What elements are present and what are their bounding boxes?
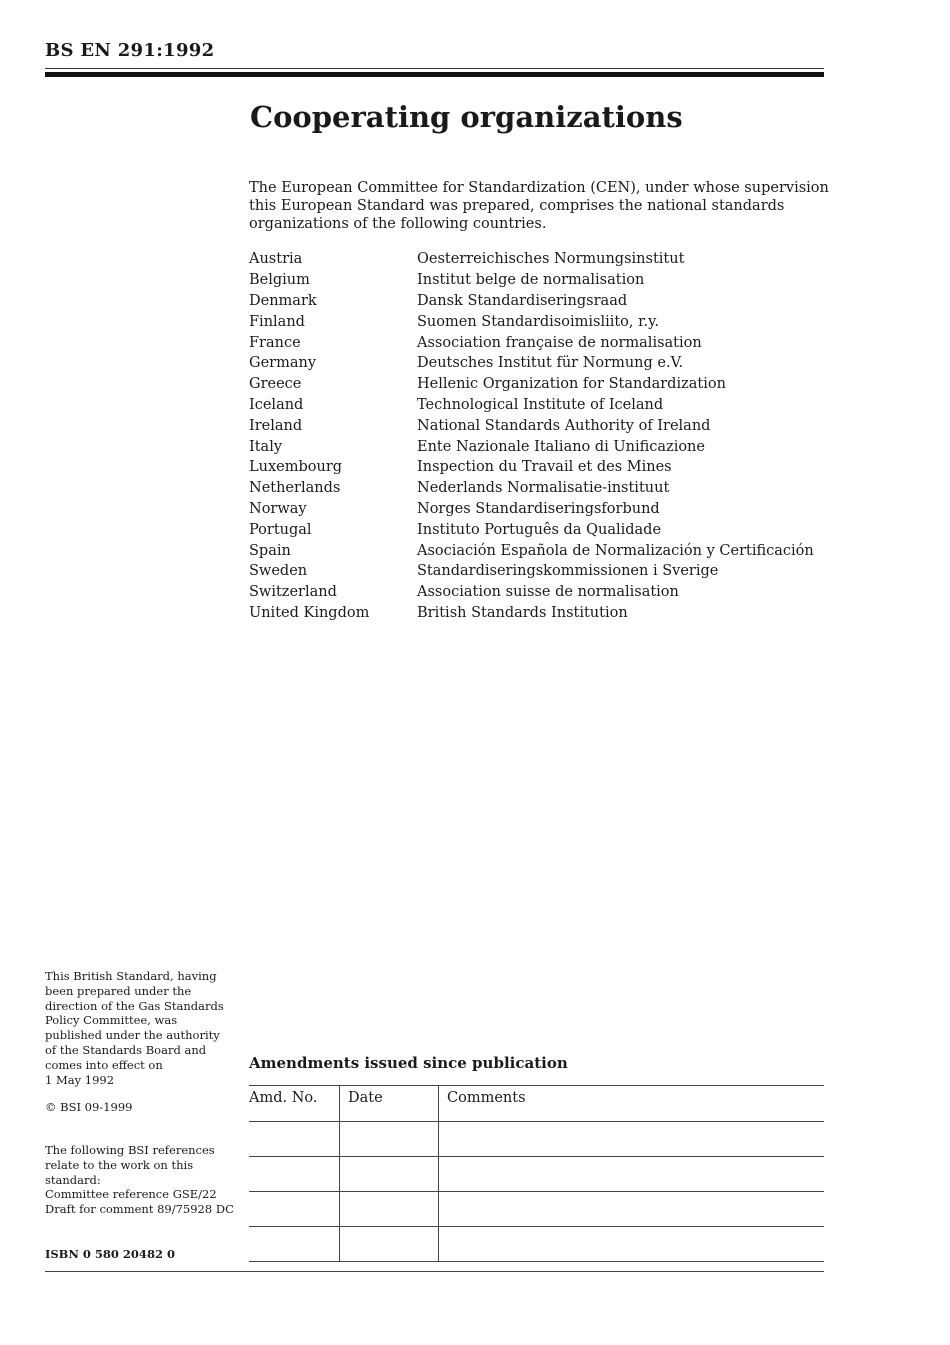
organization-row <box>249 561 814 582</box>
note-line: direction of the Gas Standards <box>45 998 224 1013</box>
footer-rule-left <box>45 1271 249 1272</box>
amendments-table <box>249 1085 824 1262</box>
organization-name: National Standards Authority of Ireland <box>417 417 711 434</box>
country-name: Germany <box>249 355 317 372</box>
organization-name: Norges Standardiseringsforbund <box>417 500 660 517</box>
organization-name: British Standards Institution <box>417 604 628 621</box>
refs-line: standard: <box>45 1172 101 1187</box>
organization-row <box>249 249 814 270</box>
organization-row <box>249 499 814 520</box>
organization-name: Inspection du Travail et des Mines <box>417 459 672 476</box>
organization-row <box>249 603 814 624</box>
country-name: Iceland <box>249 396 304 413</box>
note-line: Policy Committee, was <box>45 1013 178 1028</box>
country-name: Denmark <box>249 292 317 309</box>
note-line: of the Standards Board and <box>45 1042 207 1057</box>
organization-row <box>249 436 814 457</box>
refs-line: relate to the work on this <box>45 1157 194 1172</box>
organization-name: Suomen Standardisoimisliito, r.y. <box>417 313 659 330</box>
organization-name: Nederlands Normalisatie-instituut <box>417 480 670 497</box>
column-header: Amd. No. <box>249 1086 340 1122</box>
organization-name: Institut belge de normalisation <box>417 272 645 289</box>
note-line: comes into effect on <box>45 1057 163 1072</box>
intro-paragraph: The European Committee for Standardization (CEN), under whose supervision this European Standard was prepared, comprises the national standards organizations of the following countries. <box>249 180 829 232</box>
note-line: 1 May 1992 <box>45 1072 115 1087</box>
country-name: France <box>249 334 301 351</box>
organization-row <box>249 374 814 395</box>
amendments-heading: Amendments issued since publication <box>249 1054 568 1072</box>
organization-row <box>249 457 814 478</box>
organization-name: Oesterreichisches Normungsinstitut <box>417 251 685 268</box>
amendments-header-row <box>249 1086 824 1122</box>
organization-row <box>249 270 814 291</box>
table-cell <box>439 1192 825 1227</box>
organization-name: Ente Nazionale Italiano di Unificazione <box>417 438 705 455</box>
country-name: United Kingdom <box>249 604 370 621</box>
isbn: ISBN 0 580 20482 0 <box>45 1247 175 1261</box>
header-rule-thick <box>45 72 824 77</box>
organization-name: Dansk Standardiseringsraad <box>417 292 628 309</box>
country-name: Luxembourg <box>249 459 343 476</box>
footer-rule <box>249 1271 824 1272</box>
note-line: This British Standard, having <box>45 969 217 983</box>
organization-name: Association suisse de normalisation <box>417 584 679 601</box>
column-header: Comments <box>439 1086 825 1122</box>
organizations-table <box>249 249 814 623</box>
table-cell <box>249 1157 340 1192</box>
organization-row <box>249 519 814 540</box>
organization-row <box>249 540 814 561</box>
country-name: Finland <box>249 313 305 330</box>
organization-row <box>249 582 814 603</box>
bsi-references-note <box>45 1143 235 1217</box>
organization-row <box>249 395 814 416</box>
table-row <box>249 1192 824 1227</box>
note-line: been prepared under the <box>45 983 192 998</box>
table-cell <box>439 1227 825 1262</box>
header-rule-thin <box>45 68 824 69</box>
refs-line: Committee reference GSE/22 <box>45 1187 217 1202</box>
table-cell <box>340 1157 439 1192</box>
organization-row <box>249 353 814 374</box>
table-cell <box>439 1122 825 1157</box>
country-name: Spain <box>249 542 291 559</box>
effect-note <box>45 969 235 1087</box>
column-header: Date <box>340 1086 439 1122</box>
table-cell <box>340 1122 439 1157</box>
country-name: Greece <box>249 376 302 393</box>
organization-name: Association française de normalisation <box>417 334 702 351</box>
page-title: Cooperating organizations <box>250 100 683 134</box>
document-code: BS EN 291:1992 <box>45 40 215 61</box>
organization-row <box>249 332 814 353</box>
organization-name: Deutsches Institut für Normung e.V. <box>417 355 684 372</box>
organization-name: Technological Institute of Iceland <box>417 396 664 413</box>
country-name: Norway <box>249 500 307 517</box>
note-line: published under the authority <box>45 1028 220 1043</box>
table-cell <box>439 1157 825 1192</box>
country-name: Switzerland <box>249 584 337 601</box>
country-name: Portugal <box>249 521 312 538</box>
organization-row <box>249 311 814 332</box>
table-cell <box>340 1227 439 1262</box>
organization-name: Asociación Española de Normalización y Certificación <box>417 542 814 559</box>
refs-line: The following BSI references <box>45 1143 215 1157</box>
organization-name: Standardiseringskommissionen i Sverige <box>417 563 719 580</box>
organization-row <box>249 415 814 436</box>
table-cell <box>249 1122 340 1157</box>
table-row <box>249 1122 824 1157</box>
refs-line: Draft for comment 89/75928 DC <box>45 1202 234 1217</box>
organization-name: Hellenic Organization for Standardization <box>417 376 726 393</box>
country-name: Netherlands <box>249 480 341 497</box>
table-cell <box>249 1227 340 1262</box>
organization-name: Instituto Português da Qualidade <box>417 521 662 538</box>
table-row <box>249 1227 824 1262</box>
table-cell <box>249 1192 340 1227</box>
organization-row <box>249 478 814 499</box>
country-name: Ireland <box>249 417 303 434</box>
table-row <box>249 1157 824 1192</box>
table-cell <box>340 1192 439 1227</box>
country-name: Belgium <box>249 272 310 289</box>
country-name: Sweden <box>249 563 308 580</box>
country-name: Italy <box>249 438 283 455</box>
organization-row <box>249 291 814 312</box>
country-name: Austria <box>249 251 303 268</box>
copyright-note: © BSI 09-1999 <box>45 1100 133 1114</box>
